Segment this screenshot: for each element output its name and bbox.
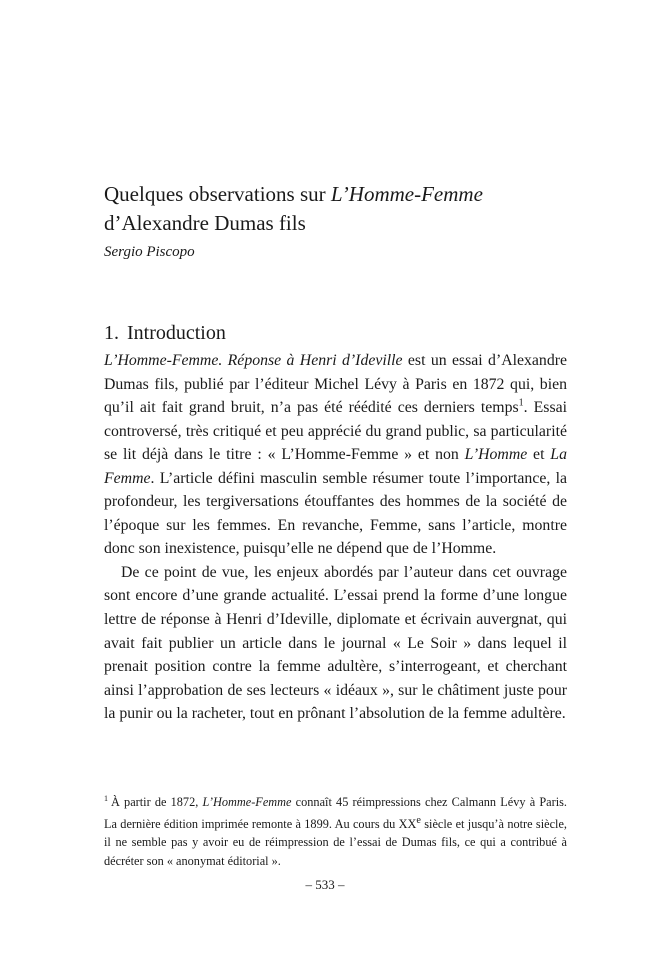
section-number: 1. (104, 322, 119, 344)
page-number: – 533 – (305, 877, 345, 892)
title-text-line2: d’Alexandre Dumas fils (104, 211, 306, 235)
title-text: Quelques observations sur (104, 182, 331, 206)
footnote-text: connaît 45 réimpressions chez Calmann Lévy à Paris. La dernière édition imprimée remonte à 1899. Au cours du XX (104, 795, 567, 831)
footnote (104, 793, 567, 870)
section-heading (104, 322, 226, 345)
paragraph-2: De ce point de vue, les enjeux abordés par l’auteur dans cet ouvrage sont encore d’une grande actualité. L’essai prend la forme d’une longue lettre de réponse à Henri d’Ideville, diplomate et écrivain auvergnat, qui avait fait publier un article dans le journal « Le Soir » dans lequel il prenait position contre la femme adultère, s’interrogeant, et cherchant ainsi l’approbation de ses lecteurs « idéaux », sur le châtiment juste pour la punir ou la racheter, tout en prônant l’absolution de la femme adultère. (104, 563, 567, 723)
body-text (104, 349, 567, 726)
footnote-reference: 1 (518, 397, 524, 409)
century-superscript: e (416, 814, 421, 826)
article-title (104, 180, 574, 238)
paragraph-text: . L’article défini masculin semble résumer toute l’importance, la profondeur, les tergiversations étouffantes des hommes de la société de l’époque sur les femmes. En revanche, Femme, sans l’article, montre donc son inexistence, puisqu’elle ne dépend que de l’Homme. (104, 469, 567, 558)
paragraph-1 (104, 349, 567, 561)
title-italic-text: L’Homme-Femme (330, 182, 483, 206)
essay-title-italic: L’Homme-Femme. Réponse à Henri d’Ideville (104, 352, 403, 369)
paragraph-text: et (527, 446, 551, 464)
footnote-italic-title: L’Homme-Femme (202, 795, 292, 809)
paragraph-text: . Essai controversé, très critiqué et peu apprécié du grand public, sa particularité se lit déjà dans le titre : « L’Homme-Femme » et non (104, 399, 567, 464)
italic-term: L’Homme (464, 446, 528, 464)
italic-term: La Femme (104, 446, 567, 487)
footnote-text: À partir de 1872, (111, 795, 203, 809)
article-author: Sergio Piscopo (104, 244, 195, 260)
paragraph-text: est un essai d’Alexandre Dumas fils, publié par l’éditeur Michel Lévy à Paris en 1872 qui, bien qu’il ait fait grand bruit, n’a pas été réédité ces derniers temps (104, 352, 568, 417)
footnote-text: siècle et jusqu’à notre siècle, il ne semble pas y avoir eu de réimpression de l’essai de Dumas fils, ce qui a contribué à décréter son « anonymat éditorial ». (104, 816, 567, 868)
section-title: Introduction (127, 322, 226, 344)
footnote-mark: 1 (104, 793, 108, 803)
